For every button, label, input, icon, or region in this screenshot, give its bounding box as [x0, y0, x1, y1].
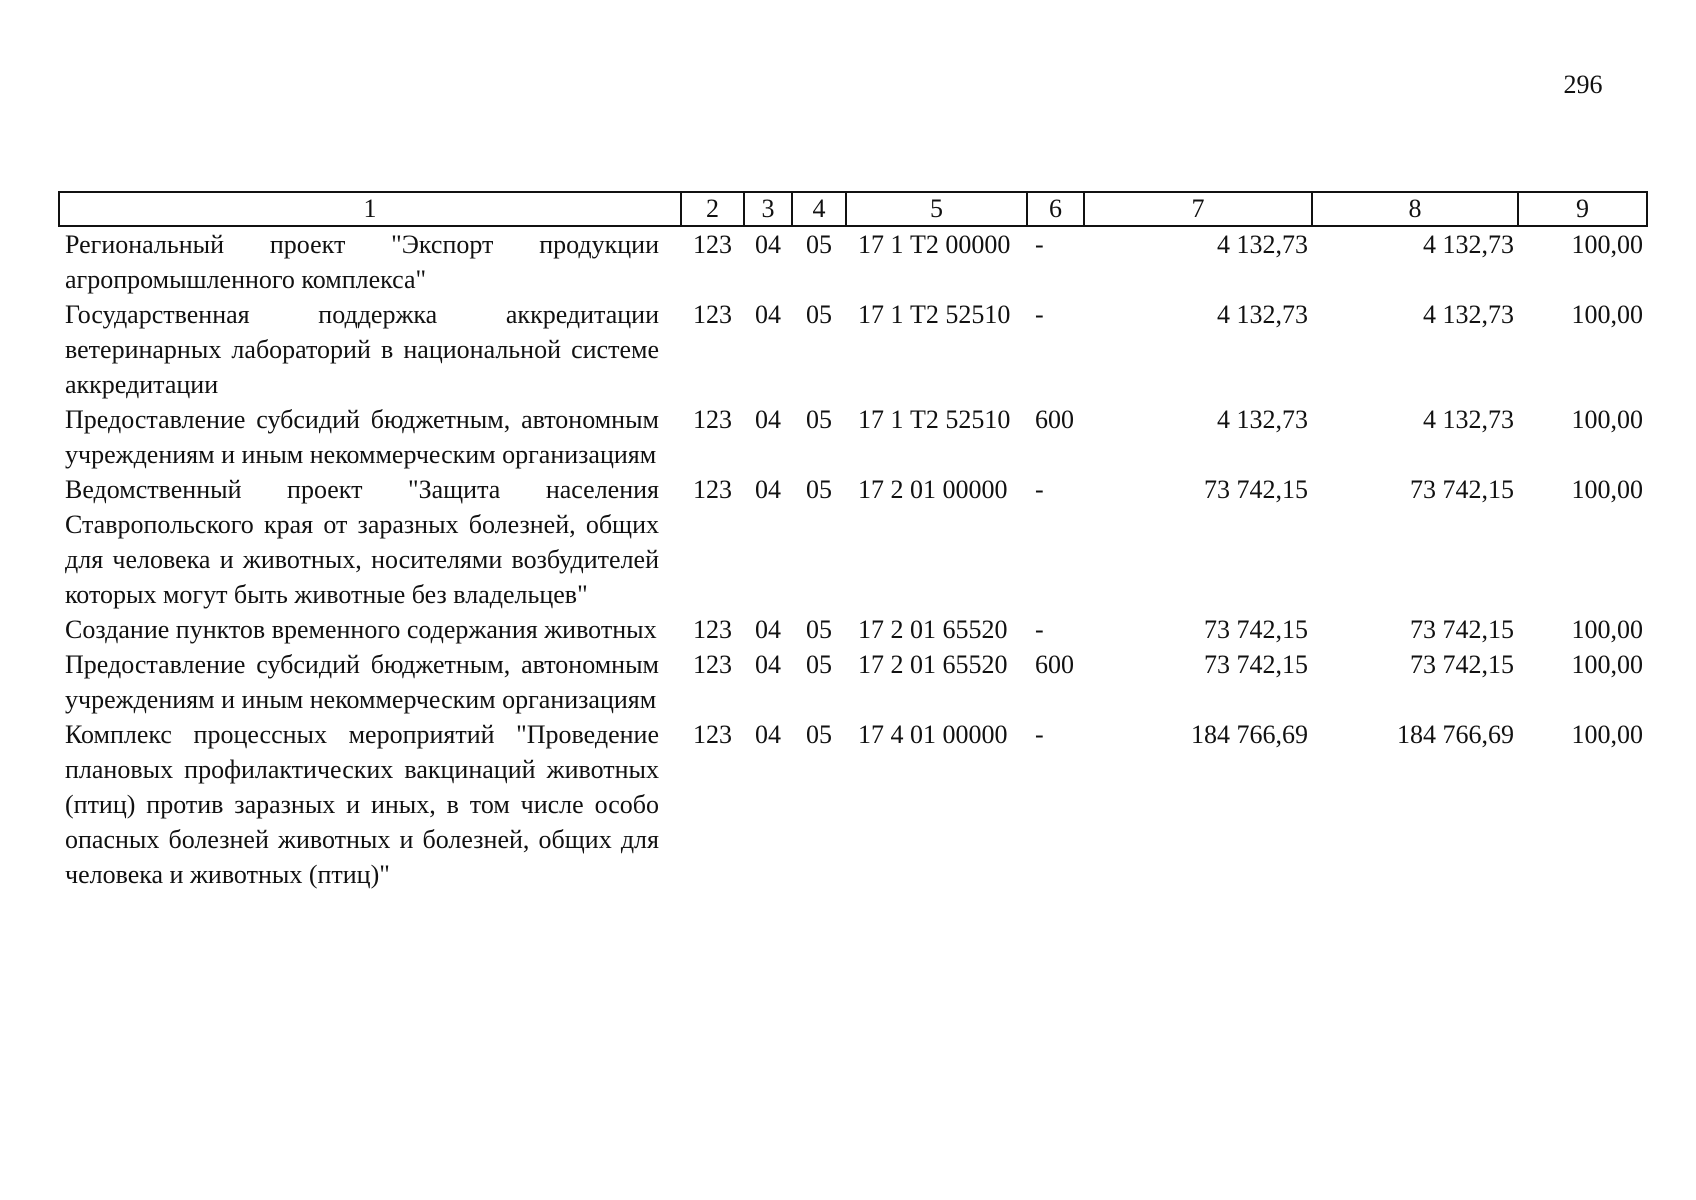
col-9-value: 100,00 [1571, 300, 1643, 329]
col-3-value: 04 [755, 720, 781, 749]
col-5-value: 17 1 Т2 52510 [858, 300, 1011, 329]
col-8-value: 4 132,73 [1423, 405, 1514, 434]
header-cell: 7 [1084, 192, 1312, 226]
col-7-value: 73 742,15 [1204, 475, 1308, 504]
col-5-value: 17 2 01 65520 [858, 650, 1008, 679]
col-3-value: 04 [755, 230, 781, 259]
header-cell: 2 [681, 192, 744, 226]
col-7-value: 73 742,15 [1204, 650, 1308, 679]
header-cell: 5 [846, 192, 1027, 226]
col-3-value: 04 [755, 300, 781, 329]
table-row [59, 647, 1647, 717]
page-number: 296 [1563, 70, 1603, 99]
item-name: Государственная поддержка аккредитации ветеринарных лабораторий в национальной системе аккредитации [65, 300, 659, 399]
col-6-value: - [1035, 720, 1044, 749]
header-cell: 3 [744, 192, 792, 226]
col-2-value: 123 [693, 720, 732, 749]
col-9-value: 100,00 [1571, 230, 1643, 259]
header-cell: 9 [1518, 192, 1647, 226]
col-8-value: 73 742,15 [1410, 475, 1514, 504]
col-2-value: 123 [693, 615, 732, 644]
col-6-value: - [1035, 615, 1044, 644]
col-5-value: 17 2 01 65520 [858, 615, 1008, 644]
col-3-value: 04 [755, 615, 781, 644]
col-4-value: 05 [806, 230, 832, 259]
col-8-value: 4 132,73 [1423, 230, 1514, 259]
item-name: Создание пунктов временного содержания животных [65, 615, 657, 644]
table-row [59, 612, 1647, 647]
col-8-value: 73 742,15 [1410, 615, 1514, 644]
col-4-value: 05 [806, 650, 832, 679]
header-cell: 8 [1312, 192, 1518, 226]
col-4-value: 05 [806, 720, 832, 749]
item-name: Региональный проект "Экспорт продукции агропромышленного комплекса" [65, 230, 659, 294]
col-5-value: 17 4 01 00000 [858, 720, 1008, 749]
table-row [59, 226, 1647, 297]
col-8-value: 4 132,73 [1423, 300, 1514, 329]
col-7-value: 184 766,69 [1191, 720, 1308, 749]
col-4-value: 05 [806, 615, 832, 644]
col-9-value: 100,00 [1571, 475, 1643, 504]
col-7-value: 4 132,73 [1217, 230, 1308, 259]
col-6-value: 600 [1035, 405, 1074, 434]
col-8-value: 73 742,15 [1410, 650, 1514, 679]
col-7-value: 4 132,73 [1217, 300, 1308, 329]
col-7-value: 4 132,73 [1217, 405, 1308, 434]
table-header [59, 192, 1647, 226]
col-9-value: 100,00 [1571, 405, 1643, 434]
col-9-value: 100,00 [1571, 650, 1643, 679]
header-cell: 1 [59, 192, 681, 226]
col-2-value: 123 [693, 300, 732, 329]
col-4-value: 05 [806, 475, 832, 504]
col-2-value: 123 [693, 650, 732, 679]
col-9-value: 100,00 [1571, 720, 1643, 749]
col-8-value: 184 766,69 [1397, 720, 1514, 749]
col-3-value: 04 [755, 405, 781, 434]
col-2-value: 123 [693, 475, 732, 504]
col-7-value: 73 742,15 [1204, 615, 1308, 644]
budget-table [58, 191, 1648, 892]
col-4-value: 05 [806, 405, 832, 434]
col-6-value: 600 [1035, 650, 1074, 679]
item-name: Предоставление субсидий бюджетным, автономным учреждениям и иным некоммерческим организациям [65, 405, 659, 469]
header-row [59, 192, 1647, 226]
table-row [59, 402, 1647, 472]
col-6-value: - [1035, 230, 1044, 259]
header-cell: 4 [792, 192, 846, 226]
col-6-value: - [1035, 300, 1044, 329]
table-row [59, 717, 1647, 892]
table-row [59, 297, 1647, 402]
col-3-value: 04 [755, 650, 781, 679]
table-row [59, 472, 1647, 612]
header-cell: 6 [1027, 192, 1084, 226]
col-3-value: 04 [755, 475, 781, 504]
col-6-value: - [1035, 475, 1044, 504]
col-2-value: 123 [693, 405, 732, 434]
col-5-value: 17 2 01 00000 [858, 475, 1008, 504]
col-9-value: 100,00 [1571, 615, 1643, 644]
col-5-value: 17 1 Т2 00000 [858, 230, 1011, 259]
col-2-value: 123 [693, 230, 732, 259]
item-name: Ведомственный проект "Защита населения Ставропольского края от заразных болезней, общих для человека и животных, носителями возбудителей которых могут быть животные без владельцев" [65, 475, 659, 609]
item-name: Предоставление субсидий бюджетным, автономным учреждениям и иным некоммерческим организациям [65, 650, 659, 714]
table-body [59, 226, 1647, 892]
col-4-value: 05 [806, 300, 832, 329]
col-5-value: 17 1 Т2 52510 [858, 405, 1011, 434]
item-name: Комплекс процессных мероприятий "Проведение плановых профилактических вакцинаций животных (птиц) против заразных и иных, в том числе особо опасных болезней животных и болезней, общих для человека и животных (птиц)" [65, 720, 659, 889]
